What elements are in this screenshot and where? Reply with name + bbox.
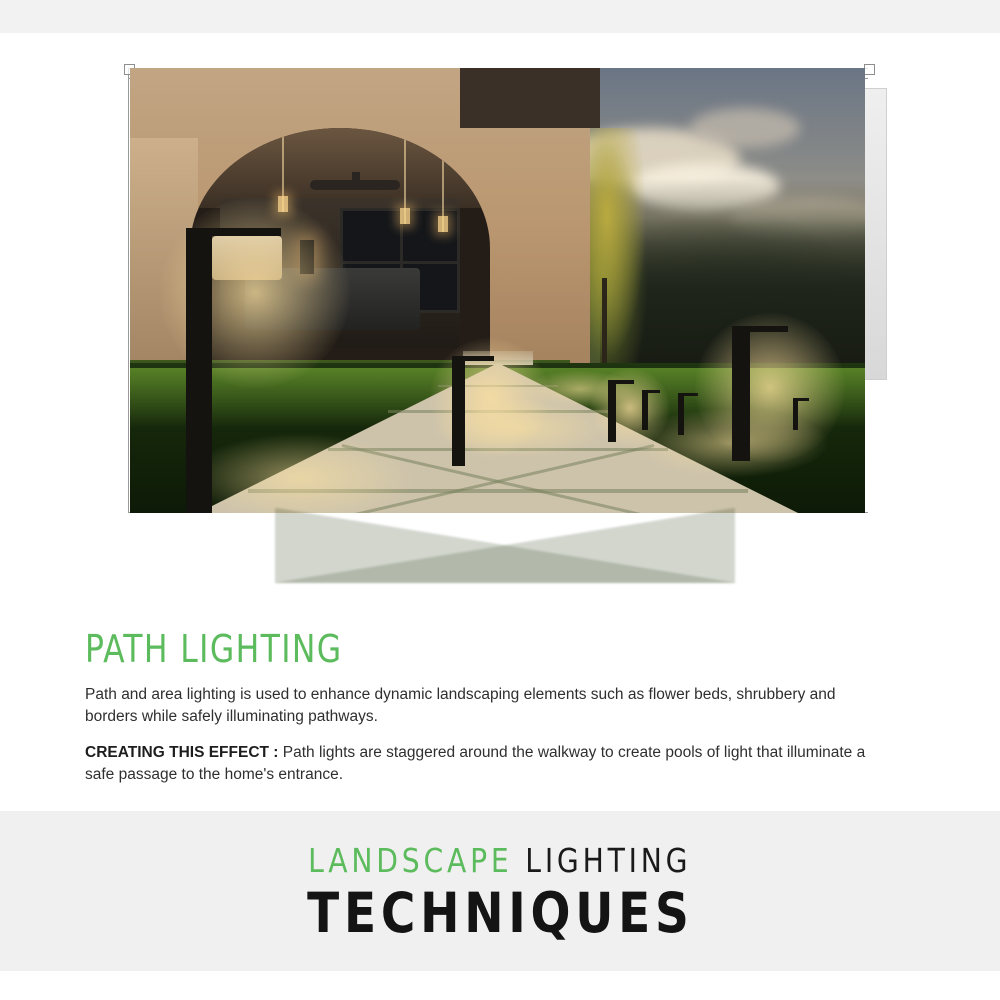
pendant-light [282, 128, 284, 212]
bollard-head [452, 356, 494, 361]
house-roof [460, 68, 600, 128]
footer [0, 811, 1000, 971]
effect-paragraph [85, 742, 875, 786]
effect-text: Path lights are staggered around the walkway to create pools of light that illuminate a safe passage to the home's entrance. [85, 744, 866, 783]
bollard-glow [695, 313, 845, 463]
footer-word-lighting: LIGHTING [525, 841, 692, 880]
path-light-bollard [186, 228, 212, 513]
porch-ceiling [190, 128, 490, 208]
bottom-margin-strip [0, 971, 1000, 1000]
footer-word-landscape: LANDSCAPE [308, 841, 513, 880]
description-paragraph: Path and area lighting is used to enhance dynamic landscaping elements such as flower beds, shrubbery and borders while safely illuminating pathways. [85, 686, 836, 725]
path-light-bollard [732, 326, 750, 461]
bollard-head [732, 326, 788, 332]
page-title: PATH LIGHTING [85, 627, 343, 671]
pendant-light [404, 128, 406, 224]
path-light-bollard [642, 390, 648, 430]
footer-title-line-1 [308, 841, 691, 880]
path-light-bollard [452, 356, 465, 466]
light-pool [185, 433, 415, 513]
bollard-head [608, 380, 634, 384]
photo-shadow-wedge [275, 508, 735, 583]
top-margin-strip [0, 0, 1000, 33]
footer-title-line-2: TECHNIQUES [306, 881, 694, 945]
bollard-head [793, 398, 809, 401]
path-light-bollard [793, 398, 798, 430]
hero-photo-frame [130, 68, 865, 513]
path-light-bollard [678, 393, 684, 435]
effect-label: CREATING THIS EFFECT : [85, 744, 279, 761]
hero-image [100, 60, 920, 580]
ceiling-fan [310, 180, 400, 190]
path-light-bollard [608, 380, 616, 442]
pendant-light [442, 128, 444, 232]
bollard-head [186, 228, 281, 236]
crop-handle-top-right[interactable] [864, 64, 875, 75]
text-content [85, 627, 925, 800]
bollard-head [642, 390, 660, 393]
cloud [690, 108, 800, 148]
crop-guide-left [128, 68, 129, 513]
